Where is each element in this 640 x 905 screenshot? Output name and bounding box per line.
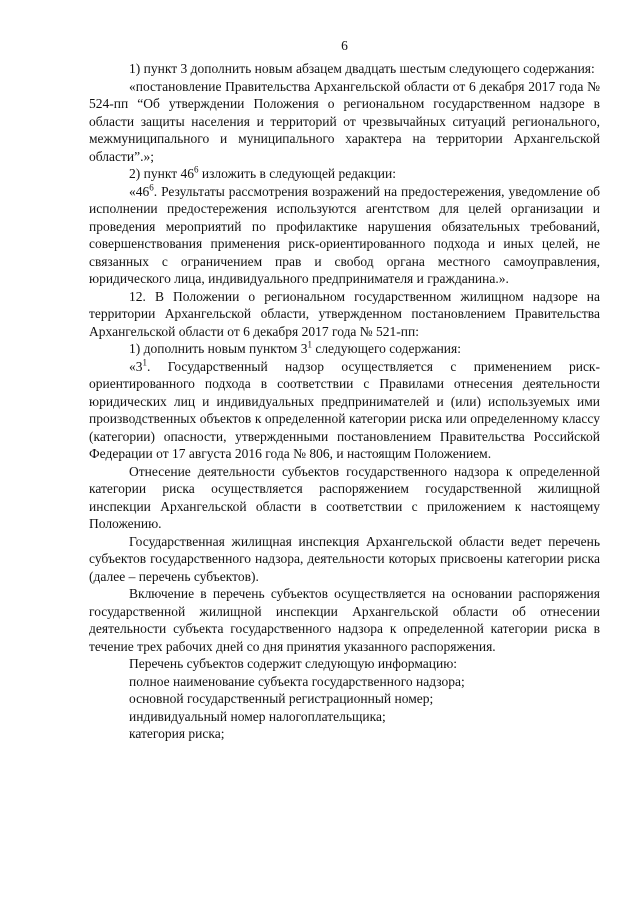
paragraph-text: . Результаты рассмотрения возражений на предостережения, уведомление об исполнении предостережения используются агентством для целей организации и проведения мероприятий по профилактике нарушения обязательных требований, совершенствования применения риск-ориентированного подхода и иных целей, не связанных с ограничением прав и свобод органа местного самоуправления, юридического лица, индивидуального предпринимателя и гражданина.». [89, 183, 600, 286]
paragraph-text: 2) пункт 46 [129, 166, 194, 181]
superscript: 6 [193, 164, 199, 175]
paragraph-risk-assignment: Отнесение деятельности субъектов государственного надзора к определенной категории риска осуществляется распоряжением государственной жилищной инспекции Архангельской области в соответствии с приложением к настоящему Положению. [89, 463, 600, 531]
paragraph-item-1: 1) пункт 3 дополнить новым абзацем двадцать шестым следующего содержания: [129, 61, 595, 76]
document-body [89, 60, 600, 743]
paragraph-text: изложить в следующей редакции: [198, 166, 396, 181]
paragraph-text: «46 [129, 183, 150, 199]
paragraph-registry-contents: Перечень субъектов содержит следующую информацию: [129, 656, 458, 671]
paragraph-text: . Государственный надзор осуществляется с применением риск-ориентированного подхода в соответствии с Правилами отнесения деятельности юридических лиц и индивидуальных предпринимателей и (или) используемых ими производственных объектов к определенной категории риска или определенному классу (категории) опасности, утвержденными постановлением Правительства Российской Федерации от 17 августа 2016 года № 806, и настоящим Положением. [89, 358, 600, 461]
list-item: полное наименование субъекта государственного надзора; [129, 673, 465, 689]
paragraph-section-12: 12. В Положении о региональном государственном жилищном надзоре на территории Архангельской области, утвержденном постановлением Правительства Архангельской области от 6 декабря 2017 года № 521-пп: [89, 288, 600, 339]
paragraph-point-46-6 [89, 183, 600, 288]
page-number: 6 [341, 38, 348, 53]
list-item: основной государственный регистрационный номер; [129, 691, 434, 706]
list-item: индивидуальный номер налогоплательщика; [129, 708, 386, 724]
paragraph-text: 1) дополнить новым пунктом 3 [129, 341, 308, 356]
paragraph-item-2 [89, 165, 600, 183]
paragraph-text: следующего содержания: [311, 341, 461, 356]
paragraph-quoted-resolution: «постановление Правительства Архангельской области от 6 декабря 2017 года № 524-пп “Об утверждении Положения о региональном государственном надзоре в области защиты населения и территорий от чрезвычайных ситуаций регионального, межмуниципального и муниципального характера на территории Архангельской области”.»; [89, 78, 600, 164]
list-item: категория риска; [129, 726, 225, 741]
paragraph-registry: Государственная жилищная инспекция Архангельской области ведет перечень субъектов государственного надзора, деятельности которых присвоены категории риска (далее – перечень субъектов). [89, 533, 600, 584]
superscript: 6 [149, 182, 154, 192]
superscript: 1 [307, 339, 312, 350]
paragraph-inclusion: Включение в перечень субъектов осуществляется на основании распоряжения государственной жилищной инспекции Архангельской области об отнесении деятельности субъекта государственного надзора к определенной категории риска в течение трех рабочих дней со дня принятия указанного распоряжения. [89, 586, 600, 654]
paragraph-add-point [89, 340, 600, 358]
paragraph-text: «3 [129, 358, 143, 374]
paragraph-point-3-1 [89, 358, 600, 463]
superscript: 1 [142, 357, 147, 367]
